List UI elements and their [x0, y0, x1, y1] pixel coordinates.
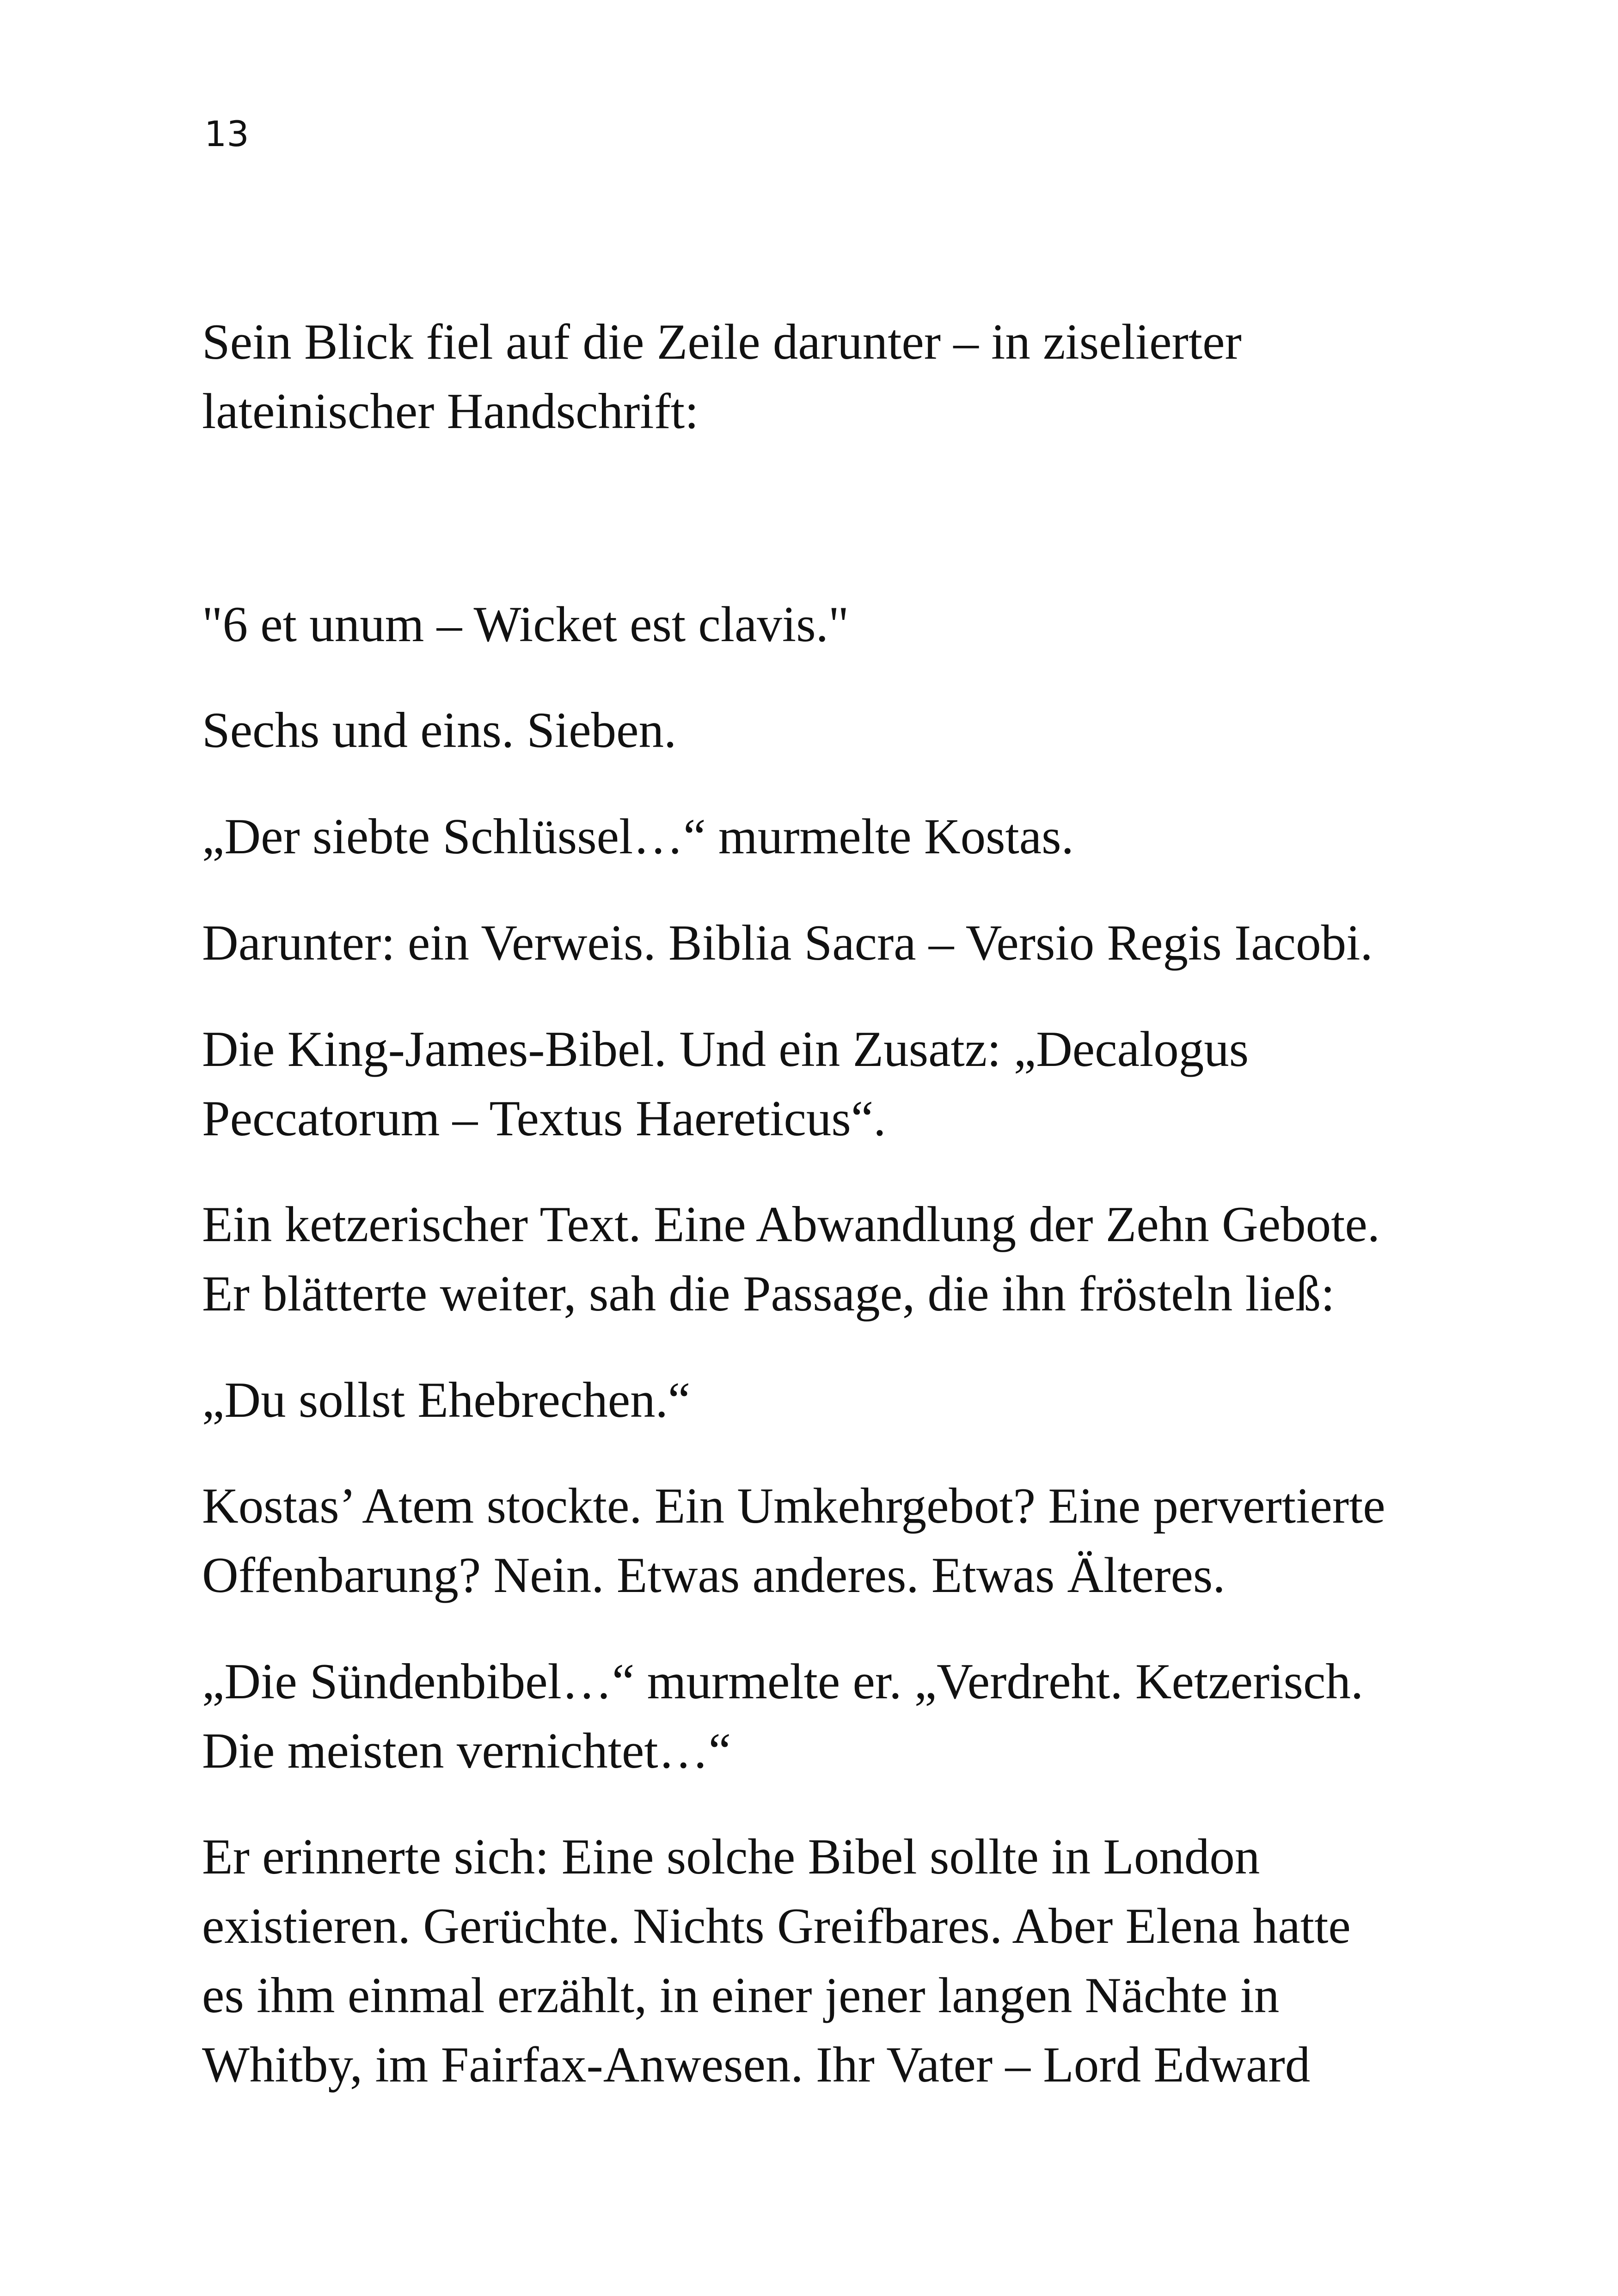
paragraph-9: [202, 1471, 1478, 1610]
text-line: Die King-James-Bibel. Und ein Zusatz: „Decalogus: [202, 1021, 1249, 1077]
paragraph-10: [202, 1647, 1478, 1786]
text-line: Kostas’ Atem stockte. Ein Umkehrgebot? Eine pervertierte: [202, 1478, 1385, 1534]
paragraph-3: [202, 696, 1478, 765]
paragraph-2: [202, 590, 1478, 659]
paragraph-7: [202, 1190, 1478, 1329]
text-line: existieren. Gerüchte. Nichts Greifbares. Aber Elena hatte: [202, 1898, 1351, 1954]
paragraph-11: [202, 1822, 1478, 2100]
paragraph-4: [202, 802, 1478, 871]
text-line: lateinischer Handschrift:: [202, 383, 699, 439]
text-line: „Die Sündenbibel…“ murmelte er. „Verdreht. Ketzerisch.: [202, 1653, 1364, 1709]
text-line: Sechs und eins. Sieben.: [202, 702, 677, 758]
text-line: es ihm einmal erzählt, in einer jener langen Nächte in: [202, 1967, 1280, 2023]
paragraph-6: [202, 1015, 1478, 1153]
text-line: Er blätterte weiter, sah die Passage, die ihn frösteln ließ:: [202, 1266, 1335, 1322]
text-line: Peccatorum – Textus Haereticus“.: [202, 1090, 886, 1146]
paragraph-5: [202, 908, 1478, 978]
text-line: „Du sollst Ehebrechen.“: [202, 1372, 691, 1428]
text-line: Die meisten vernichtet…“: [202, 1723, 731, 1779]
paragraph-1: [202, 307, 1478, 446]
text-line: Ein ketzerischer Text. Eine Abwandlung der Zehn Gebote.: [202, 1196, 1380, 1252]
page-number: 13: [204, 113, 249, 154]
text-line: Offenbarung? Nein. Etwas anderes. Etwas Älteres.: [202, 1547, 1226, 1603]
text-line: Sein Blick fiel auf die Zeile darunter – in ziselierter: [202, 314, 1242, 370]
text-line: Er erinnerte sich: Eine solche Bibel sollte in London: [202, 1829, 1260, 1885]
text-line: "6 et unum – Wicket est clavis.": [202, 596, 849, 652]
text-line: Darunter: ein Verweis. Biblia Sacra – Versio Regis Iacobi.: [202, 915, 1373, 971]
text-line: Whitby, im Fairfax-Anwesen. Ihr Vater – Lord Edward: [202, 2037, 1311, 2093]
text-line: „Der siebte Schlüssel…“ murmelte Kostas.: [202, 808, 1074, 864]
paragraph-8: [202, 1365, 1478, 1435]
